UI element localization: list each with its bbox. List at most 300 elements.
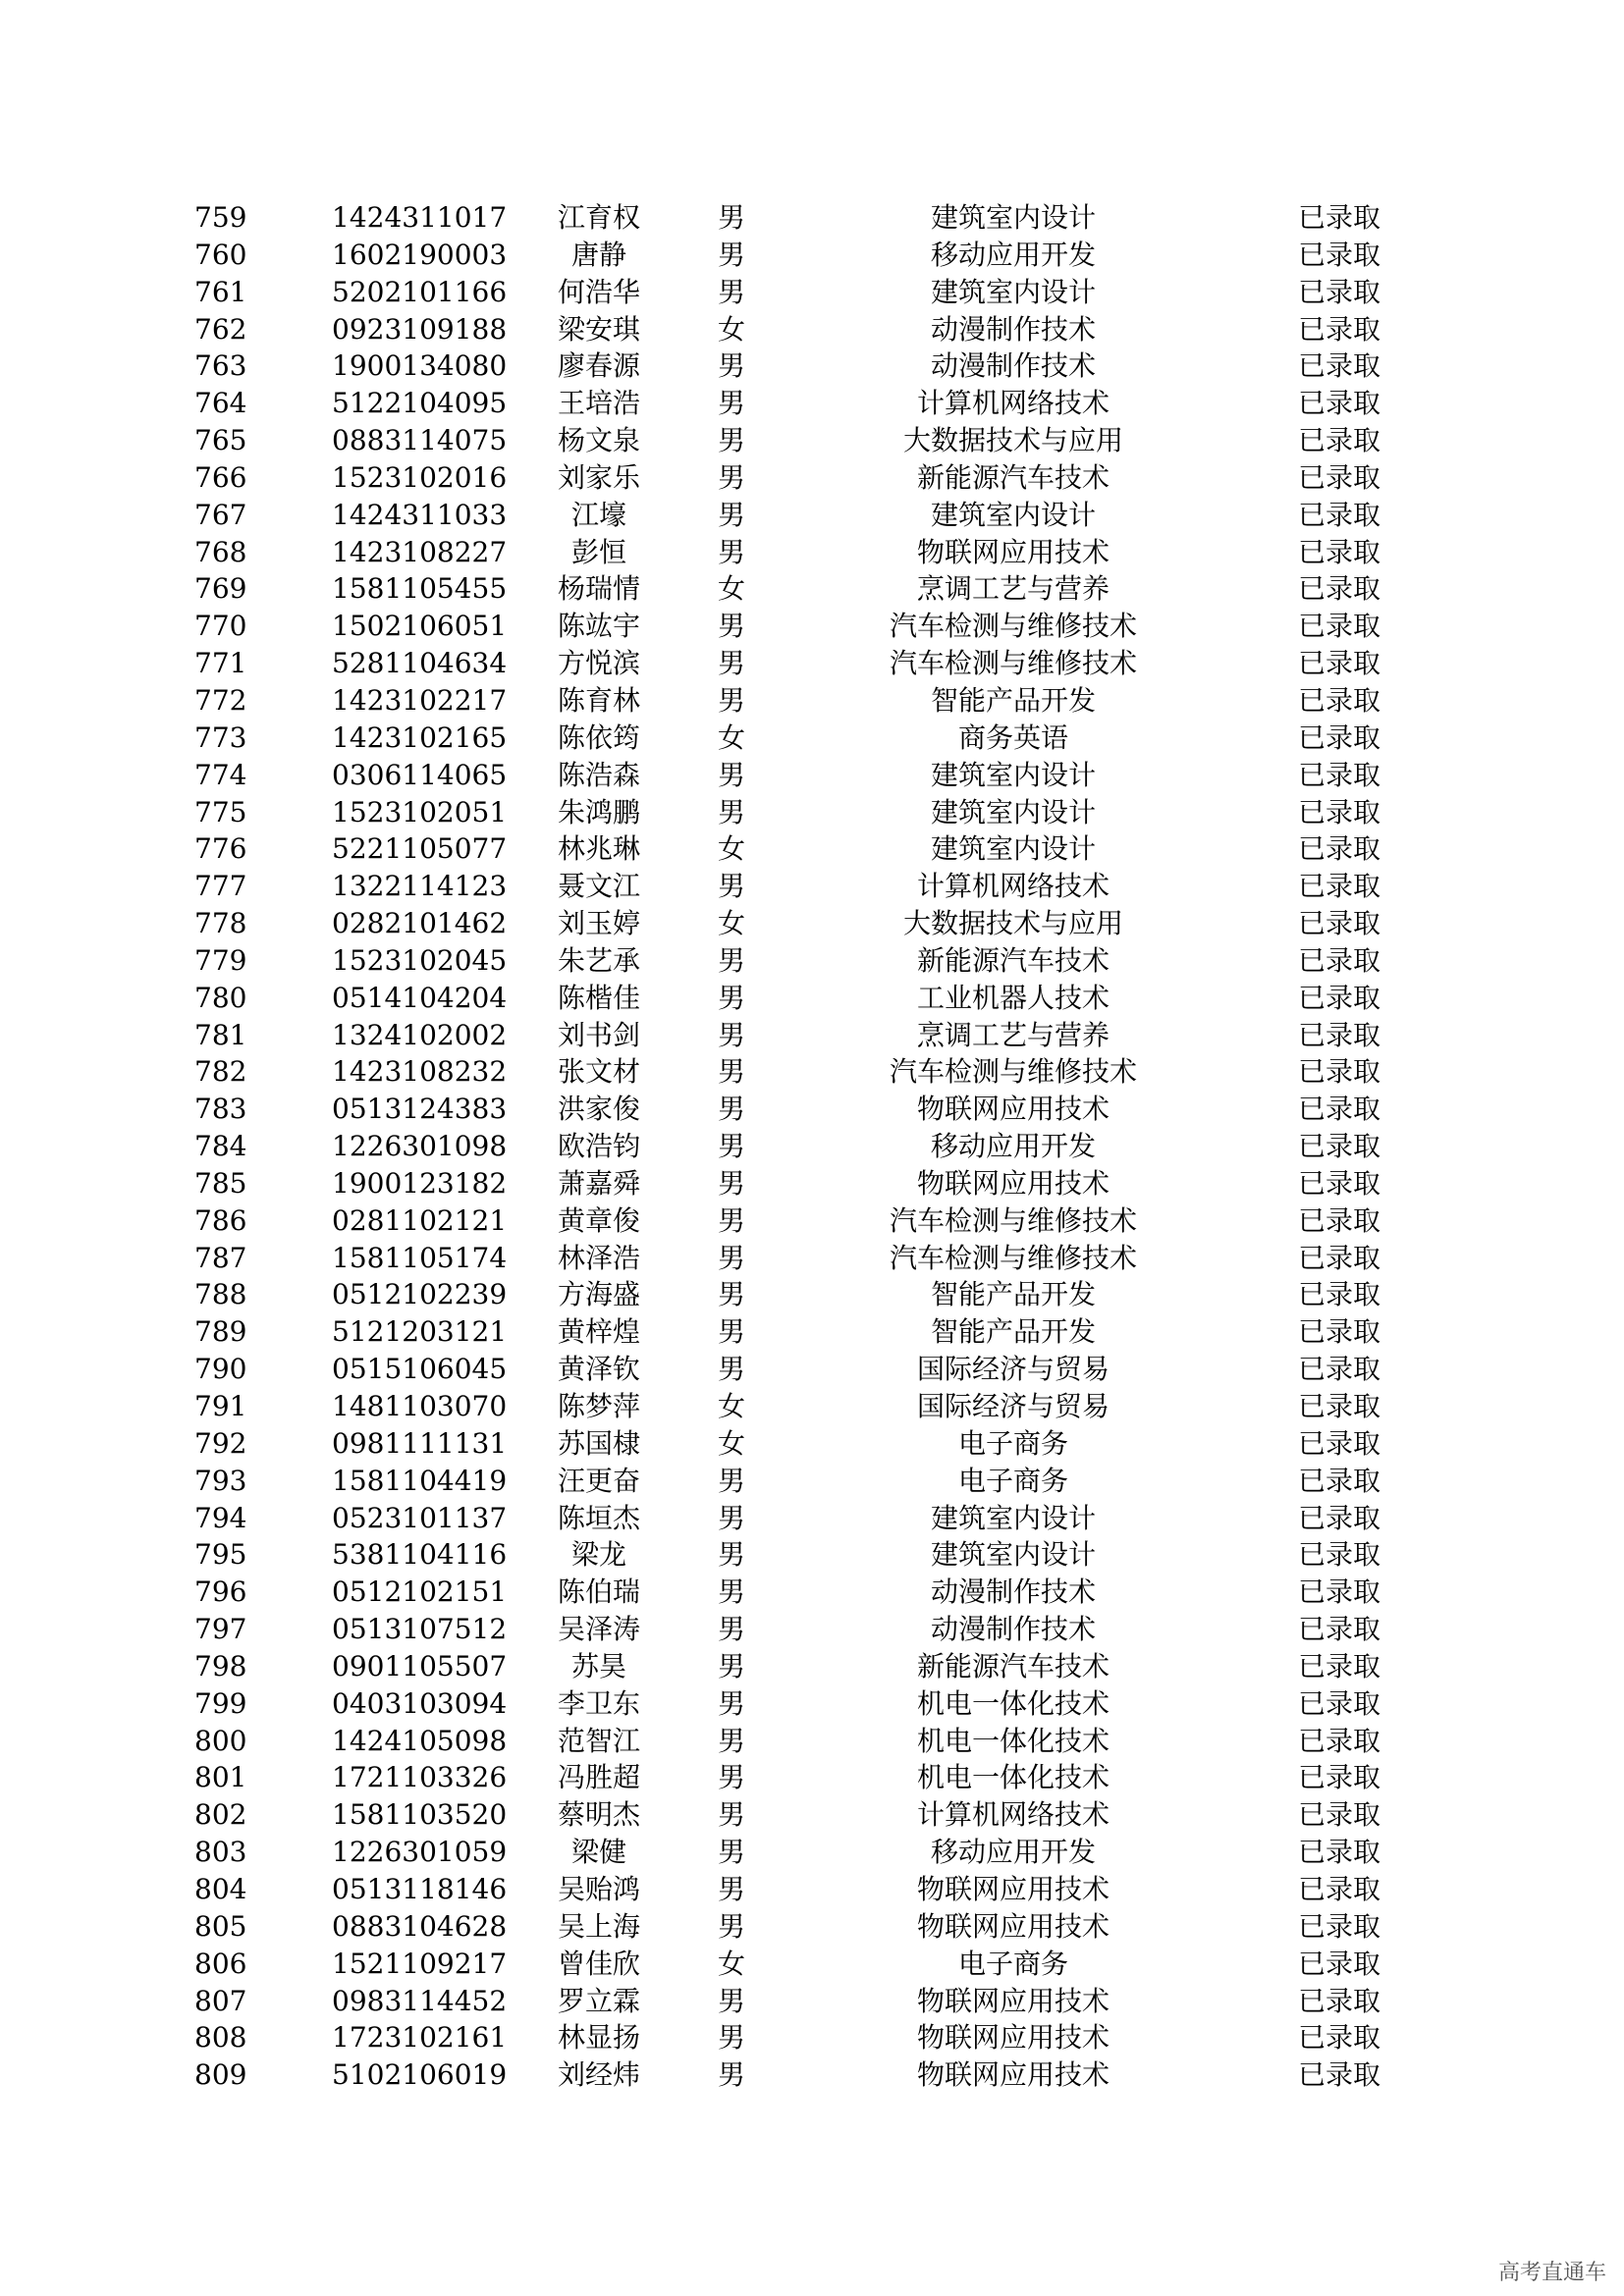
exam-number: 1521109217 — [332, 1947, 508, 1980]
admission-status-text: 已录取 — [1298, 981, 1381, 1014]
gender-text: 男 — [718, 387, 746, 420]
row-number: 774 — [194, 758, 247, 791]
major-text: 建筑室内设计 — [931, 832, 1097, 866]
exam-number: 1581105174 — [332, 1241, 508, 1274]
table-row — [0, 608, 1624, 645]
table-row — [0, 794, 1624, 831]
exam-number: 1423102165 — [332, 721, 508, 754]
exam-number: 1226301098 — [332, 1130, 508, 1163]
row-number: 798 — [194, 1649, 247, 1682]
table-row — [0, 422, 1624, 459]
exam-number: 5221105077 — [332, 832, 508, 866]
major-text: 新能源汽车技术 — [917, 460, 1110, 494]
table-row — [0, 274, 1624, 311]
admission-status-text: 已录取 — [1298, 870, 1381, 903]
table-row — [0, 1536, 1624, 1574]
gender-text: 女 — [718, 1426, 746, 1460]
admission-status-text: 已录取 — [1298, 1315, 1381, 1349]
row-number: 762 — [194, 312, 247, 346]
row-number: 784 — [194, 1130, 247, 1163]
admission-status-text: 已录取 — [1298, 1984, 1381, 2017]
admission-status-text: 已录取 — [1298, 1426, 1381, 1460]
table-row — [0, 199, 1624, 237]
major-text: 商务英语 — [958, 721, 1069, 754]
major-text: 建筑室内设计 — [931, 498, 1097, 531]
major-text: 计算机网络技术 — [917, 387, 1110, 420]
admission-status-text: 已录取 — [1298, 1724, 1381, 1757]
gender-text: 男 — [718, 1613, 746, 1646]
exam-number: 0282101462 — [332, 907, 508, 940]
admission-status-text: 已录取 — [1298, 1166, 1381, 1200]
row-number: 803 — [194, 1836, 247, 1869]
table-row — [0, 1983, 1624, 2020]
table-row — [0, 645, 1624, 682]
admission-list — [0, 199, 1624, 2094]
row-number: 809 — [194, 2058, 247, 2092]
major-text: 物联网应用技术 — [917, 2058, 1110, 2092]
exam-number: 1581103520 — [332, 1798, 508, 1832]
admission-status-text: 已录取 — [1298, 758, 1381, 791]
exam-number: 0981111131 — [332, 1426, 508, 1460]
exam-number: 1581105455 — [332, 572, 508, 606]
gender-text: 男 — [718, 2058, 746, 2092]
gender-text: 男 — [718, 460, 746, 494]
student-name-text: 欧浩钧 — [558, 1130, 641, 1163]
table-row — [0, 1796, 1624, 1834]
major-text: 建筑室内设计 — [931, 795, 1097, 828]
gender-text: 男 — [718, 1278, 746, 1311]
major-text: 建筑室内设计 — [931, 758, 1097, 791]
student-name-text: 曾佳欣 — [558, 1947, 641, 1980]
gender-text: 女 — [718, 1390, 746, 1422]
row-number: 759 — [194, 201, 247, 234]
exam-number: 5281104634 — [332, 647, 508, 680]
student-name-text: 江壕 — [571, 498, 627, 531]
major-text: 计算机网络技术 — [917, 1798, 1110, 1832]
row-number: 796 — [194, 1575, 247, 1609]
row-number: 804 — [194, 1872, 247, 1905]
admission-status-text: 已录取 — [1298, 1464, 1381, 1497]
row-number: 794 — [194, 1501, 247, 1534]
admission-status-text: 已录取 — [1298, 312, 1381, 346]
major-text: 工业机器人技术 — [917, 981, 1110, 1014]
student-name-text: 彭恒 — [571, 535, 627, 568]
row-number: 800 — [194, 1724, 247, 1757]
student-name-text: 刘玉婷 — [558, 907, 641, 940]
exam-number: 1424311017 — [332, 201, 508, 234]
student-name-text: 陈竑宇 — [558, 610, 641, 643]
admission-status-text: 已录取 — [1298, 1872, 1381, 1905]
row-number: 797 — [194, 1613, 247, 1646]
gender-text: 男 — [718, 1984, 746, 2017]
gender-text: 男 — [718, 1649, 746, 1682]
exam-number: 1322114123 — [332, 870, 508, 903]
student-name-text: 陈伯瑞 — [558, 1575, 641, 1609]
student-name-text: 何浩华 — [558, 275, 641, 308]
major-text: 移动应用开发 — [931, 1836, 1097, 1869]
admission-status-text: 已录取 — [1298, 1501, 1381, 1534]
row-number: 799 — [194, 1686, 247, 1720]
gender-text: 男 — [718, 1538, 746, 1572]
gender-text: 男 — [718, 683, 746, 717]
table-row — [0, 980, 1624, 1017]
student-name-text: 唐静 — [571, 238, 627, 271]
gender-text: 男 — [718, 758, 746, 791]
row-number: 791 — [194, 1390, 247, 1422]
student-name-text: 王培浩 — [558, 387, 641, 420]
gender-text: 男 — [718, 2021, 746, 2055]
gender-text: 男 — [718, 1575, 746, 1609]
exam-number: 0306114065 — [332, 758, 508, 791]
admission-status-text: 已录取 — [1298, 832, 1381, 866]
student-name-text: 林显扬 — [558, 2021, 641, 2055]
exam-number: 0513118146 — [332, 1872, 508, 1905]
student-name-text: 罗立霖 — [558, 1984, 641, 2017]
admission-status-text: 已录取 — [1298, 572, 1381, 606]
row-number: 795 — [194, 1538, 247, 1572]
gender-text: 男 — [718, 1166, 746, 1200]
row-number: 761 — [194, 275, 247, 308]
row-number: 787 — [194, 1241, 247, 1274]
student-name-text: 林兆琳 — [558, 832, 641, 866]
gender-text: 女 — [718, 721, 746, 754]
admission-status-text: 已录取 — [1298, 1203, 1381, 1237]
table-row — [0, 1388, 1624, 1425]
major-text: 国际经济与贸易 — [917, 1390, 1110, 1422]
table-row — [0, 1611, 1624, 1648]
student-name-text: 梁健 — [571, 1836, 627, 1869]
row-number: 772 — [194, 683, 247, 717]
exam-number: 0512102151 — [332, 1575, 508, 1609]
major-text: 动漫制作技术 — [931, 312, 1097, 346]
admission-status-text: 已录取 — [1298, 460, 1381, 494]
exam-number: 5381104116 — [332, 1538, 508, 1572]
row-number: 779 — [194, 943, 247, 977]
student-name-text: 陈依筠 — [558, 721, 641, 754]
admission-status-text: 已录取 — [1298, 1909, 1381, 1943]
student-name-text: 吴泽涛 — [558, 1613, 641, 1646]
gender-text: 男 — [718, 1315, 746, 1349]
table-row — [0, 2019, 1624, 2056]
student-name-text: 朱艺承 — [558, 943, 641, 977]
row-number: 777 — [194, 870, 247, 903]
admission-status-text: 已录取 — [1298, 498, 1381, 531]
gender-text: 男 — [718, 535, 746, 568]
exam-number: 0883114075 — [332, 424, 508, 457]
major-text: 物联网应用技术 — [917, 1909, 1110, 1943]
row-number: 806 — [194, 1947, 247, 1980]
major-text: 智能产品开发 — [931, 1278, 1097, 1311]
gender-text: 男 — [718, 1241, 746, 1274]
table-row — [0, 1017, 1624, 1054]
row-number: 789 — [194, 1315, 247, 1349]
exam-number: 1324102002 — [332, 1018, 508, 1051]
exam-number: 0923109188 — [332, 312, 508, 346]
exam-number: 0513107512 — [332, 1613, 508, 1646]
gender-text: 男 — [718, 1093, 746, 1126]
table-row — [0, 1834, 1624, 1871]
row-number: 805 — [194, 1909, 247, 1943]
table-row — [0, 1240, 1624, 1277]
exam-number: 1721103326 — [332, 1761, 508, 1794]
major-text: 物联网应用技术 — [917, 1166, 1110, 1200]
major-text: 电子商务 — [958, 1947, 1069, 1980]
exam-number: 0512102239 — [332, 1278, 508, 1311]
major-text: 汽车检测与维修技术 — [890, 610, 1138, 643]
row-number: 764 — [194, 387, 247, 420]
row-number: 782 — [194, 1055, 247, 1089]
student-name-text: 刘经炜 — [558, 2058, 641, 2092]
exam-number: 1723102161 — [332, 2021, 508, 2055]
student-name-text: 朱鸿鹏 — [558, 795, 641, 828]
major-text: 机电一体化技术 — [917, 1686, 1110, 1720]
gender-text: 男 — [718, 647, 746, 680]
major-text: 建筑室内设计 — [931, 1501, 1097, 1534]
row-number: 773 — [194, 721, 247, 754]
row-number: 792 — [194, 1426, 247, 1460]
gender-text: 男 — [718, 1761, 746, 1794]
exam-number: 1900123182 — [332, 1166, 508, 1200]
major-text: 移动应用开发 — [931, 1130, 1097, 1163]
gender-text: 女 — [718, 572, 746, 606]
table-row — [0, 1351, 1624, 1388]
major-text: 国际经济与贸易 — [917, 1353, 1110, 1386]
major-text: 大数据技术与应用 — [903, 907, 1124, 940]
major-text: 新能源汽车技术 — [917, 1649, 1110, 1682]
admission-status-text: 已录取 — [1298, 349, 1381, 383]
table-row — [0, 1723, 1624, 1760]
major-text: 新能源汽车技术 — [917, 943, 1110, 977]
major-text: 建筑室内设计 — [931, 275, 1097, 308]
exam-number: 1502106051 — [332, 610, 508, 643]
student-name-text: 廖春源 — [558, 349, 641, 383]
row-number: 793 — [194, 1464, 247, 1497]
major-text: 大数据技术与应用 — [903, 424, 1124, 457]
table-row — [0, 757, 1624, 794]
gender-text: 男 — [718, 1798, 746, 1832]
table-row — [0, 682, 1624, 720]
student-name-text: 刘书剑 — [558, 1018, 641, 1051]
gender-text: 男 — [718, 1686, 746, 1720]
table-row — [0, 534, 1624, 571]
student-name-text: 汪更奋 — [558, 1464, 641, 1497]
row-number: 808 — [194, 2021, 247, 2055]
student-name-text: 黄章俊 — [558, 1203, 641, 1237]
table-row — [0, 1574, 1624, 1611]
table-row — [0, 1685, 1624, 1723]
admission-status-text: 已录取 — [1298, 907, 1381, 940]
table-row — [0, 237, 1624, 274]
table-row — [0, 311, 1624, 348]
major-text: 建筑室内设计 — [931, 1538, 1097, 1572]
admission-status-text: 已录取 — [1298, 387, 1381, 420]
gender-text: 男 — [718, 1464, 746, 1497]
major-text: 物联网应用技术 — [917, 535, 1110, 568]
admission-status-text: 已录取 — [1298, 721, 1381, 754]
table-row — [0, 1313, 1624, 1351]
exam-number: 5202101166 — [332, 275, 508, 308]
table-row — [0, 1202, 1624, 1240]
student-name-text: 张文材 — [558, 1055, 641, 1089]
student-name-text: 吴贻鸿 — [558, 1872, 641, 1905]
row-number: 768 — [194, 535, 247, 568]
gender-text: 男 — [718, 1055, 746, 1089]
exam-number: 0515106045 — [332, 1353, 508, 1386]
exam-number: 1423108227 — [332, 535, 508, 568]
table-row — [0, 1871, 1624, 1908]
exam-number: 1581104419 — [332, 1464, 508, 1497]
row-number: 790 — [194, 1353, 247, 1386]
student-name-text: 梁安琪 — [558, 312, 641, 346]
major-text: 烹调工艺与营养 — [917, 572, 1110, 606]
table-row — [0, 1500, 1624, 1537]
student-name-text: 萧嘉舜 — [558, 1166, 641, 1200]
student-name-text: 吴上海 — [558, 1909, 641, 1943]
admission-status-text: 已录取 — [1298, 201, 1381, 234]
admission-status-text: 已录取 — [1298, 1538, 1381, 1572]
admission-status-text: 已录取 — [1298, 1761, 1381, 1794]
row-number: 760 — [194, 238, 247, 271]
admission-status-text: 已录取 — [1298, 1241, 1381, 1274]
table-row — [0, 459, 1624, 497]
admission-status-text: 已录取 — [1298, 535, 1381, 568]
major-text: 烹调工艺与营养 — [917, 1018, 1110, 1051]
exam-number: 1523102016 — [332, 460, 508, 494]
gender-text: 男 — [718, 1353, 746, 1386]
row-number: 765 — [194, 424, 247, 457]
student-name-text: 蔡明杰 — [558, 1798, 641, 1832]
student-name-text: 陈梦萍 — [558, 1390, 641, 1422]
student-name-text: 苏昊 — [571, 1649, 627, 1682]
exam-number: 0403103094 — [332, 1686, 508, 1720]
student-name-text: 方悦滨 — [558, 647, 641, 680]
gender-text: 男 — [718, 349, 746, 383]
gender-text: 男 — [718, 795, 746, 828]
student-name-text: 杨瑞情 — [558, 572, 641, 606]
row-number: 769 — [194, 572, 247, 606]
row-number: 775 — [194, 795, 247, 828]
exam-number: 0523101137 — [332, 1501, 508, 1534]
major-text: 建筑室内设计 — [931, 201, 1097, 234]
student-name-text: 李卫东 — [558, 1686, 641, 1720]
table-row — [0, 2056, 1624, 2094]
gender-text: 女 — [718, 832, 746, 866]
exam-number: 1424311033 — [332, 498, 508, 531]
gender-text: 男 — [718, 1501, 746, 1534]
gender-text: 男 — [718, 275, 746, 308]
gender-text: 女 — [718, 907, 746, 940]
table-row — [0, 1908, 1624, 1946]
admission-status-text: 已录取 — [1298, 943, 1381, 977]
table-row — [0, 570, 1624, 608]
major-text: 物联网应用技术 — [917, 1984, 1110, 2017]
major-text: 动漫制作技术 — [931, 349, 1097, 383]
admission-status-text: 已录取 — [1298, 238, 1381, 271]
major-text: 物联网应用技术 — [917, 2021, 1110, 2055]
exam-number: 1481103070 — [332, 1390, 508, 1422]
table-row — [0, 1128, 1624, 1165]
admission-status-text: 已录取 — [1298, 1018, 1381, 1051]
table-row — [0, 347, 1624, 385]
exam-number: 0901105507 — [332, 1649, 508, 1682]
admission-status-text: 已录取 — [1298, 1836, 1381, 1869]
admission-status-text: 已录取 — [1298, 1686, 1381, 1720]
major-text: 机电一体化技术 — [917, 1761, 1110, 1794]
exam-number: 0513124383 — [332, 1093, 508, 1126]
gender-text: 男 — [718, 870, 746, 903]
student-name-text: 苏国棣 — [558, 1426, 641, 1460]
exam-number: 1523102051 — [332, 795, 508, 828]
table-row — [0, 1759, 1624, 1796]
table-row — [0, 385, 1624, 422]
row-number: 786 — [194, 1203, 247, 1237]
major-text: 汽车检测与维修技术 — [890, 1241, 1138, 1274]
major-text: 物联网应用技术 — [917, 1093, 1110, 1126]
admission-status-text: 已录取 — [1298, 1575, 1381, 1609]
student-name-text: 黄泽钦 — [558, 1353, 641, 1386]
major-text: 汽车检测与维修技术 — [890, 1055, 1138, 1089]
table-row — [0, 1053, 1624, 1091]
admission-status-text: 已录取 — [1298, 1278, 1381, 1311]
major-text: 物联网应用技术 — [917, 1872, 1110, 1905]
student-name-text: 梁龙 — [571, 1538, 627, 1572]
table-row — [0, 1276, 1624, 1313]
table-row — [0, 942, 1624, 980]
exam-number: 1226301059 — [332, 1836, 508, 1869]
table-row — [0, 830, 1624, 868]
gender-text: 男 — [718, 1203, 746, 1237]
major-text: 动漫制作技术 — [931, 1613, 1097, 1646]
exam-number: 0883104628 — [332, 1909, 508, 1943]
row-number: 778 — [194, 907, 247, 940]
gender-text: 男 — [718, 1018, 746, 1051]
gender-text: 男 — [718, 498, 746, 531]
major-text: 动漫制作技术 — [931, 1575, 1097, 1609]
admission-status-text: 已录取 — [1298, 610, 1381, 643]
student-name-text: 陈浩森 — [558, 758, 641, 791]
admission-status-text: 已录取 — [1298, 275, 1381, 308]
row-number: 770 — [194, 610, 247, 643]
major-text: 电子商务 — [958, 1426, 1069, 1460]
row-number: 763 — [194, 349, 247, 383]
admission-status-text: 已录取 — [1298, 1390, 1381, 1422]
major-text: 计算机网络技术 — [917, 870, 1110, 903]
student-name-text: 洪家俊 — [558, 1093, 641, 1126]
table-row — [0, 905, 1624, 942]
student-name-text: 陈楷佳 — [558, 981, 641, 1014]
table-row — [0, 720, 1624, 757]
student-name-text: 方海盛 — [558, 1278, 641, 1311]
student-name-text: 林泽浩 — [558, 1241, 641, 1274]
row-number: 801 — [194, 1761, 247, 1794]
student-name-text: 冯胜超 — [558, 1761, 641, 1794]
gender-text: 男 — [718, 1909, 746, 1943]
student-name-text: 范智江 — [558, 1724, 641, 1757]
admission-status-text: 已录取 — [1298, 1130, 1381, 1163]
gender-text: 男 — [718, 201, 746, 234]
major-text: 移动应用开发 — [931, 238, 1097, 271]
major-text: 电子商务 — [958, 1464, 1069, 1497]
admission-status-text: 已录取 — [1298, 1947, 1381, 1980]
row-number: 781 — [194, 1018, 247, 1051]
row-number: 785 — [194, 1166, 247, 1200]
admission-status-text: 已录取 — [1298, 1649, 1381, 1682]
exam-number: 1523102045 — [332, 943, 508, 977]
admission-status-text: 已录取 — [1298, 1798, 1381, 1832]
admission-status-text: 已录取 — [1298, 1055, 1381, 1089]
major-text: 智能产品开发 — [931, 1315, 1097, 1349]
admission-status-text: 已录取 — [1298, 1613, 1381, 1646]
